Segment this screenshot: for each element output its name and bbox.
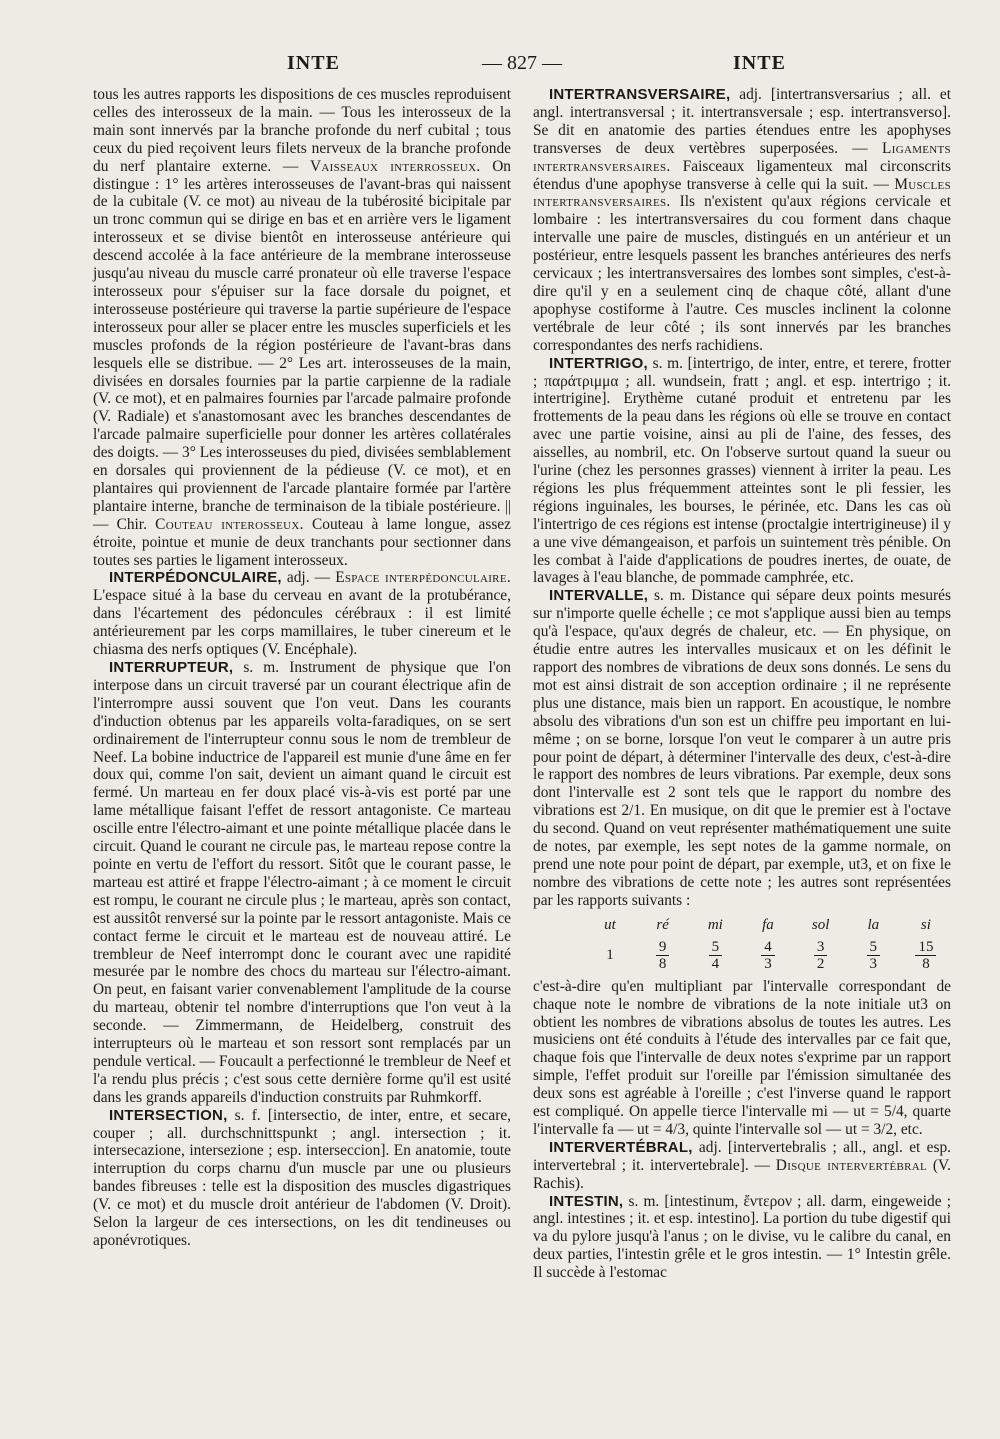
note-name: fa <box>762 916 774 933</box>
headword: INTERVALLE, <box>549 587 649 605</box>
entry-intervalle-continued <box>533 978 951 1139</box>
headword: INTERVERTÉBRAL, <box>549 1138 693 1156</box>
subentry-label: Disque intervertébral <box>775 1156 928 1174</box>
continuation-text: On distingue : 1° les artères interosseuses de l'avant-bras qui naissent de la cubitale (V. ce mot) au niveau de la tubérosité bicipitale par un tronc commun qui se dirige en bas et en arrière vers le ligament interosseux et se divise bientôt en interosseuse antérieure qui descend accolée à la face antérieure de la membrane interosseuse jusqu'au niveau du muscle carré pronateur où elle traverse l'espace interosseux pour s'épuiser sur la face dorsale du poignet, et interosseuse postérieure qui traverse la partie supérieure de l'espace interosseux pour aller se placer entre les muscles superficiels et les muscles profonds de la région postérieure de l'avant-bras dans lesquels elle se distribue. — 2° Les art. interosseuses de la main, divisées en dorsales fournies par la partie carpienne de la radiale (V. ce mot), et en palmaires fournies par l'arcade palmaire profonde (V. Radiale) et s'anastomosant avec les branches descendantes de l'arcade palmaire superficielle pour donner les artères collatérales des doigts. — 3° Les interosseuses du pied, divisées semblablement en dorsales qui proviennent de la pédieuse (V. ce mot), et en plantaires qui proviennent de l'arcade plantaire formée par l'artère plantaire interne, branche de terminaison de la tibiale postérieure. || — Chir. <box>93 157 511 533</box>
entry-intestin <box>533 1193 951 1283</box>
entry-body: adj. [intervertebralis ; all., angl. et esp. intervertebral ; it. intervertebrale]. — <box>533 1138 952 1174</box>
entry-body: adj. [intertransversarius ; all. et angl. intertransversal ; it. intertransversale ; esp. intertransverso]. Se dit en anatomie des parties étendues entre les apophyses transverses de deux vertèbres superposées. — <box>533 86 951 157</box>
entry-body: s. m. [intertrigo, de inter, entre, et terere, frotter ; παράτριμμα ; all. wundsein, fratt ; angl. et esp. intertrigo ; it. intertrigine]. Erythème cutané produit et entretenu par les frottements de la peau dans les régions où elle se trouve en contact avec une partie voisine, ainsi au pli de l'aine, des fesses, des aisselles, au nombril, etc. On l'observe surtout quand la sueur ou l'urine (chez les personnes grasses) viennent à irriter la peau. Les régions les plus fréquemment atteintes sont le pli fessier, les régions inguinales, les bourses, le périnée, etc. Dans les cas où l'intertrigo de ces régions est intense (proctalgie intertrigineuse) il y a une vive démangeaison, et parfois un suintement très pénible. On les combat à l'aide d'applications de poudres inertes, de ouate, de lavages à l'eau blanche, de pommade camphrée, etc. <box>533 354 951 587</box>
entry-interrupteur <box>93 659 511 1107</box>
entry-pos: adj. — <box>286 569 331 587</box>
subentry-label: Couteau interosseux. <box>155 515 304 533</box>
ratio-fraction: $\frac{15}{8}$ <box>915 939 936 972</box>
left-column <box>93 86 511 1250</box>
entry-interpedonculaire <box>93 569 511 659</box>
entry-body: s. m. [intestinum, ἔντερον ; all. darm, eingeweide ; angl. intestines ; it. et esp. intestino]. La portion du tube digestif qui va du pylore jusqu'à l'anus ; on le divise, vu le calibre du canal, en deux parties, l'intestin grêle et le gros intestin. — 1° Intestin grêle. Il succède à l'estomac <box>533 1192 951 1282</box>
running-head-left: INTE <box>287 52 340 74</box>
right-column <box>533 86 951 1282</box>
headword: INTERPÉDONCULAIRE, <box>109 569 282 587</box>
entry-body: Faisceaux ligamenteux mal circonscrits étendus d'une apophyse transverse à celle qui la suit. — <box>533 157 951 193</box>
entry-intertransversaire <box>533 86 951 355</box>
headword: INTERRUPTEUR, <box>109 659 234 676</box>
note-name: sol <box>811 916 830 933</box>
entry-body: Ils n'existent qu'aux régions cervicale et lombaire : les intertransversaires du cou forment dans chaque intervalle une paire de muscles, distingués en un antérieur et un postérieur, entre lesquels passent les branches antérieures des nerfs cervicaux ; les intertransversaires des lombes sont simples, c'est-à-dire qu'il y en a seulement cinq de chaque côté, allant d'une apophyse costiforme à l'autre. Ces muscles inclinent la colonne vertébrale de leur côté ; ils sont innervés par les branches correspondantes des nerfs rachidiens. <box>533 193 951 354</box>
subentry-label: Muscles intertransversaires. <box>533 175 951 211</box>
note-name: la <box>867 916 880 933</box>
headword: INTERTRIGO, <box>549 354 648 372</box>
ratio-fraction: $\frac{3}{2}$ <box>814 939 828 972</box>
entry-ref: (V. Rachis). <box>533 1156 951 1192</box>
entry-continuation <box>93 86 511 569</box>
page-number: — 827 — <box>482 52 562 74</box>
note-name: ut <box>604 916 616 933</box>
note-name: mi <box>707 916 723 933</box>
subentry-label: Espace interpédonculaire. <box>335 569 511 587</box>
entry-intervertebral <box>533 1139 951 1193</box>
subentry-label: Ligaments intertransversaires. <box>533 139 951 175</box>
headword: INTERTRANSVERSAIRE, <box>549 86 731 103</box>
note-names-row <box>588 916 948 934</box>
headword: INTERSECTION, <box>109 1106 228 1124</box>
ratio-one: 1 <box>606 946 614 963</box>
entry-body: L'espace situé à la base du cerveau en avant de la protubérance, dans l'écartement des pédoncules cérébraux : il est limité antérieurement par les corps mamillaires, le tuber cinereum et le chiasma des nerfs optiques (V. Encéphale). <box>93 587 511 659</box>
note-ratios-row <box>588 938 948 972</box>
subentry-label: Vaisseaux interrosseux. <box>310 157 481 175</box>
ratio-fraction: $\frac{4}{3}$ <box>761 939 775 972</box>
entry-intervalle <box>533 587 951 909</box>
running-head-right: INTE <box>733 52 786 74</box>
entry-intersection <box>93 1107 511 1250</box>
continuation-text: Couteau à lame longue, assez étroite, pointue et munie de deux tranchants pour sectionner dans toutes ses parties le ligament interosseux. <box>93 515 511 569</box>
entry-body: s. m. Distance qui sépare deux points mesurés sur n'importe quelle échelle ; ce mot s'applique aussi bien au temps qu'à l'espace, qu'aux degrés de chaleur, etc. — En physique, on étudie entre autres les intervalles musicaux et on les définit le rapport des nombres de vibrations de deux sons donnés. Le sens du mot est ainsi distrait de son acception ordinaire ; il ne représente plus une distance, mais bien un rapport. En acoustique, le nombre absolu des vibrations d'un son est un chiffre peu important en lui-même ; on se borne, lorsque l'on veut le comparer à un autre pris pour point de départ, à déterminer l'intervalle des deux, c'est-à-dire le rapport des nombres de leurs vibrations. Par exemple, deux sons dont l'intervalle est 2 sont tels que le rapport du nombre des vibrations est 2/1. En musique, on dit que le premier est à l'octave du second. Quand on veut représenter mathématiquement une suite de notes, par exemple, les sept notes de la gamme normale, on prend une note pour point de départ, par exemple, ut3, et on fixe le nombre des vibrations de cette note ; les autres sont représentées par les rapports suivants : <box>533 587 951 909</box>
note-name: ré <box>656 916 669 933</box>
entry-body: c'est-à-dire qu'en multipliant par l'intervalle correspondant de chaque note le nombre de vibrations de la note initiale ut3 on obtient les nombres de vibrations absolus de toutes les autres. Les musiciens ont été conduits à l'étude des intervalles par ce fait que, chaque fois que l'intervalle de deux notes s'exprime par un rapport simple, l'effet produit sur l'oreille par l'émission simultanée des deux sons est agréable à l'oreille ; c'est l'inverse quand le rapport est compliqué. On appelle tierce l'intervalle mi — ut = 5/4, quarte l'intervalle fa — ut = 4/3, quinte l'intervalle sol — ut = 3/2, etc. <box>533 977 951 1138</box>
ratio-fraction: $\frac{5}{3}$ <box>867 939 881 972</box>
ratio-fraction: $\frac{5}{4}$ <box>709 939 723 972</box>
note-ratio-table <box>588 916 948 972</box>
headword: INTESTIN, <box>549 1192 624 1210</box>
continuation-text: tous les autres rapports les dispositions de ces muscles reproduisent celles des interosseux de la main. — Tous les interosseux de la main sont innervés par la branche profonde du nerf cubital ; tous ceux du pied reçoivent leurs filets nerveux de la branche profonde du nerf plantaire externe. — <box>93 86 511 175</box>
note-name: si <box>920 916 931 933</box>
entry-body: s. f. [intersectio, de inter, entre, et secare, couper ; all. durchschnittspunkt ; angl. intersection ; it. intersecazione, intersezione ; esp. interseccion]. En anatomie, toute interruption du corps charnu d'un muscle par une ou plusieurs bandes fibreuses : telle est la disposition des muscles digastriques (V. ce mot) et du muscle droit antérieur de l'abdomen (V. Droit). Selon la largeur de ces intersections, on les dit tendineuses ou aponévrotiques. <box>93 1106 511 1249</box>
entry-intertrigo <box>533 355 951 588</box>
entry-body: s. m. Instrument de physique que l'on interpose dans un circuit traversé par un courant électrique afin de l'interrompre aussi souvent que l'on veut. Dans les courants d'induction obtenus par les appareils volta-faradiques, on se sert ordinairement de l'interrupteur connu sous le nom de trembleur de Neef. La bobine inductrice de l'appareil est munie d'une âme en fer doux qui, comme l'on sait, devient un aimant quand le circuit est fermé. Un marteau en fer doux placé vis-à-vis est porté par une lame métallique faisant l'effet de ressort antagoniste. Ce marteau oscille entre l'électro-aimant et une pointe métallique placée dans le circuit. Quand le courant ne circule pas, le marteau repose contre la pointe en vertu de l'effort du ressort. Sitôt que le courant passe, le marteau est attiré et frappe l'électro-aimant ; à ce moment le circuit est rompu, le courant ne circule plus ; le marteau, après son contact, est aussitôt renversé sur la pointe par le ressort antagoniste. Mais ce contact ferme le circuit et le marteau est de nouveau attiré. Le trembleur de Neef interrompt donc le courant avec une rapidité mesurée par le nombre des chocs du marteau sur l'électro-aimant. On peut, en faisant varier convenablement l'amplitude de la course du marteau, obtenir tel nombre d'interruptions que l'on veut à la seconde. — Zimmermann, de Heidelberg, construit des interrupteurs où le marteau et son ressort sont remplacés par un pendule vertical. — Foucault a perfectionné le trembleur de Neef et l'a rendu plus précis ; c'est sous cette dernière forme qu'il est usité dans les grands appareils d'induction construits par Ruhmkorff. <box>93 659 511 1106</box>
ratio-fraction: $\frac{9}{8}$ <box>656 939 670 972</box>
